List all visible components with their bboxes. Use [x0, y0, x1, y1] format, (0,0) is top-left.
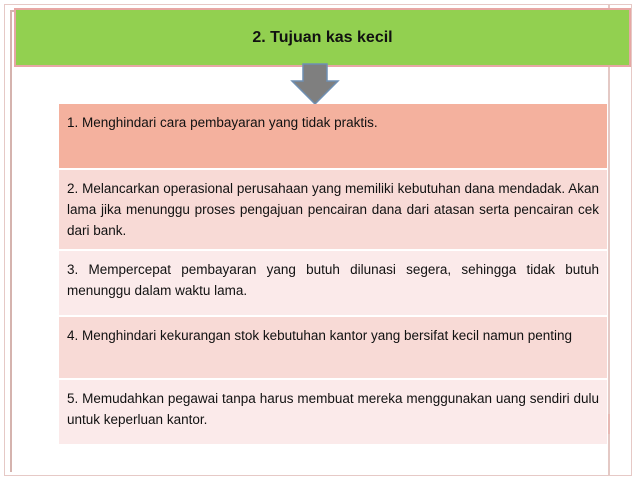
down-arrow-icon	[290, 63, 340, 105]
list-item: 1. Menghindari cara pembayaran yang tidak praktis.	[59, 104, 607, 170]
list-item: 5. Memudahkan pegawai tanpa harus membuat mereka menggunakan uang sendiri dulu untuk keperluan kantor.	[59, 380, 607, 446]
list-item: 2. Melancarkan operasional perusahaan yang memiliki kebutuhan dana mendadak. Akan lama jika menunggu proses pengajuan pencairan dana dari atasan serta pencairan cek dari bank.	[59, 170, 607, 251]
list-item: 4. Menghindari kekurangan stok kebutuhan kantor yang bersifat kecil namun penting	[59, 317, 607, 380]
list-item: 3. Mempercepat pembayaran yang butuh dilunasi segera, sehingga tidak butuh menunggu dalam waktu lama.	[59, 251, 607, 317]
purpose-list	[59, 104, 607, 446]
title-box	[14, 8, 631, 67]
slide-frame-right-line	[608, 4, 610, 476]
side-accent-mark	[608, 414, 610, 434]
slide-title: 2. Tujuan kas kecil	[252, 28, 393, 46]
